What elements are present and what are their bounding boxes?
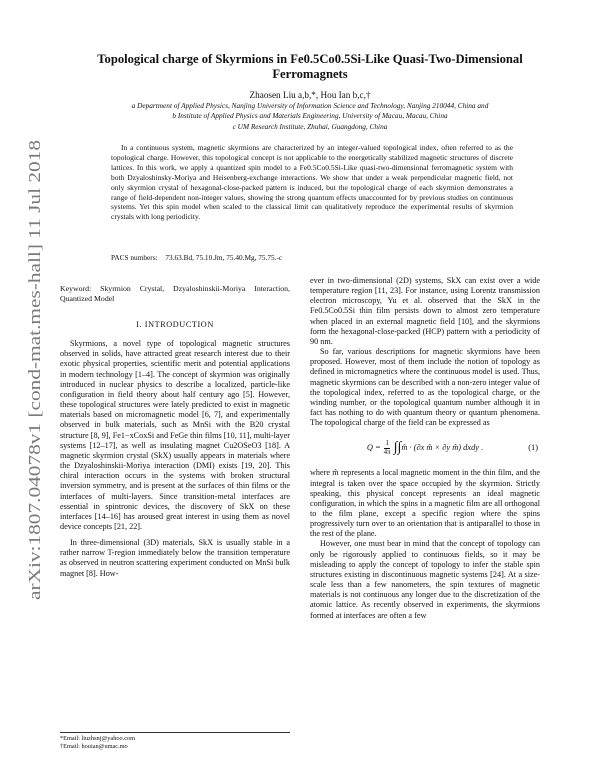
equation-1 bbox=[310, 435, 540, 461]
abstract: In a continuous system, magnetic skyrmions are characterized by an integer-valued topological index, often referred to as the topological charge. However, this topological concept is not applicable to the energetically stabilized magnetic structures of discrete lattices. In this work, we apply a quantized spin model to a Fe0.5Co0.5Si-Like quasi-two-dimensional ferromagnetic system with both Dzyaloshinsky-Moriya and Heisenberg-exchange interactions. We show that under a weak perpendicular magnetic field, not only skyrmion crystal of hexagonal-close-packed pattern is induced, but the topological charge of each skyrmion demonstrates a range of field-dependent non-integer values, showing the strong quantum effects unaccounted for by previous studies on continuous systems. Yet this spin model when scaled to the classical limit can qualitatively reproduce the experimental results of skyrmion crystals with long periodicity. bbox=[111, 143, 513, 222]
footnote-email-1: *Email: liuzhsnj@yahoo.com bbox=[60, 735, 136, 742]
pacs-numbers bbox=[111, 253, 282, 262]
footnote-email-2: †Email: houian@umac.mo bbox=[60, 743, 128, 750]
affiliation-a: a Department of Applied Physics, Nanjing University of Information Science and Technology, Nanjing 210044, China and bbox=[131, 101, 489, 110]
author-list: Zhaosen Liu a,b,*, Hou Ian b,c,† bbox=[249, 90, 371, 100]
arxiv-id-text: arXiv:1807.04078v1 [cond-mat.mes-hall] 11 Jul 2018 bbox=[25, 233, 44, 600]
intro-paragraph-5: where m̂ represents a local magnetic moment in the thin film, and the integral is taken over the space occupied by the skyrmion. Strictly speaking, this physical concept represents an ideal magnetic configuration, in which the spins in a magnetic film are all orthogonal to the film plane, except a specific region where the spins progressively turn over to an orientation that is antiparallel to those in the rest of the plane. bbox=[310, 468, 540, 539]
pacs-codes: 73.63.Bd, 75.10.Jm, 75.40.Mg, 75.75.-c bbox=[165, 253, 283, 262]
equation-fraction bbox=[384, 440, 391, 456]
paper-title bbox=[60, 52, 560, 82]
intro-paragraph-4: So far, various descriptions for magnetic skyrmions have been proposed. However, most of them include the notion of topology as defined in micromagnetics where the continuous model is used. Thus, magnetic skyrmions can be described with a non-zero integer value of the topological index, referred to as the topological charge, or the winding number, or the topological quantum number although it in fact has nothing to do with quantum theory or quantum phenomena. The topological charge of the field can be expressed as bbox=[310, 347, 540, 428]
pacs-label: PACS numbers: bbox=[111, 253, 158, 262]
affiliation-c: c UM Research Institute, Zhuhai, Guangdong, China bbox=[232, 121, 388, 131]
equation-integrand: m̂ · (∂x m̂ × ∂y m̂) dxdy . bbox=[401, 443, 484, 453]
arxiv-stamp bbox=[14, 140, 48, 600]
intro-paragraph-6: However, one must bear in mind that the concept of topology can only be rigorously applied to continuous fields, so it may be misleading to apply the concept of topology to infer the stable spin structures existing in discontinuous magnetic systems [24]. At a size-scale less than a few nanometers, the spin textures of magnetic materials is not continuous any longer due to the discretization of the atomic lattice. As recently observed in experiments, the skyrmions formed at interfaces are often a few bbox=[310, 539, 540, 620]
double-integral-icon: ∫∫ bbox=[393, 440, 402, 456]
intro-paragraph-1: Skyrmions, a novel type of topological magnetic structures observed in solids, have attracted great research interest due to their exotic physical properties, scientific merit and potential applications in modern technology [1–4]. The concept of skyrmion was originally introduced in nuclear physics to describe a localized, particle-like configuration in field theory about half century ago [5]. However, these topological structures were lately predicted to exist in magnetic materials based on micromagnetic model [6, 7], and experimentally observed in bulk materials, such as MnSi with the B20 crystal structure [8, 9], Fe1−xCoxSi and FeGe thin films [10, 11], multi-layer systems [12–17], as well as insulating magnet Cu2OSeO3 [18]. A magnetic skyrmion crystal (SkX) usually appears in materials where the Dzyaloshinskii-Moriya interaction (DMI) exists [19, 20]. This chiral interaction occurs in the systems with broken structural inversion symmetry, and is present at the surfaces of thin films or the interfaces of multi-layers. Since transition-metal interfaces are essential in spintronic devices, the discovery of SkX on these interfaces [14–16] has aroused great interest in using them as novel device concepts [21, 22]. bbox=[60, 339, 290, 531]
left-column bbox=[60, 284, 290, 579]
keywords: Keyword: Skyrmion Crystal, Dzyaloshinskii-Moriya Interaction, Quantized Model bbox=[60, 284, 290, 303]
affiliations bbox=[70, 101, 550, 132]
affiliation-b: b Institute of Applied Physics and Materials Engineering, University of Macau, Macau, China bbox=[172, 111, 448, 121]
fraction-denominator: 4π bbox=[383, 447, 391, 456]
intro-paragraph-3: ever in two-dimensional (2D) systems, SkX can exist over a wide temperature region [11, 23]. For instance, using Lorentz transmission electron microscopy, Yu et al. observed that the SkX in the Fe0.5Co0.5Si thin film persists down to almost zero temperature when placed in an external magnetic field [10], and the skyrmions form the hexagonal-close-packed (HCP) pattern with a periodicity of 90 nm. bbox=[310, 276, 540, 346]
section-heading: I. INTRODUCTION bbox=[136, 320, 214, 329]
arxiv-identifier bbox=[14, 140, 48, 600]
right-column bbox=[310, 276, 540, 621]
footnotes bbox=[60, 732, 290, 751]
equation-lhs: Q = bbox=[366, 443, 381, 453]
equation-number: (1) bbox=[528, 443, 538, 453]
fraction-numerator: 1 bbox=[385, 439, 389, 448]
title-text: Topological charge of Skyrmions in Fe0.5Co0.5Si-Like Quasi-Two-Dimensional Ferromagnets bbox=[97, 52, 523, 81]
intro-paragraph-2: In three-dimensional (3D) materials, SkX is usually stable in a rather narrow T-region immediately below the transition temperature as observed in neutron scattering experiment conducted on MnSi bulk magnet [8]. How- bbox=[60, 538, 290, 578]
